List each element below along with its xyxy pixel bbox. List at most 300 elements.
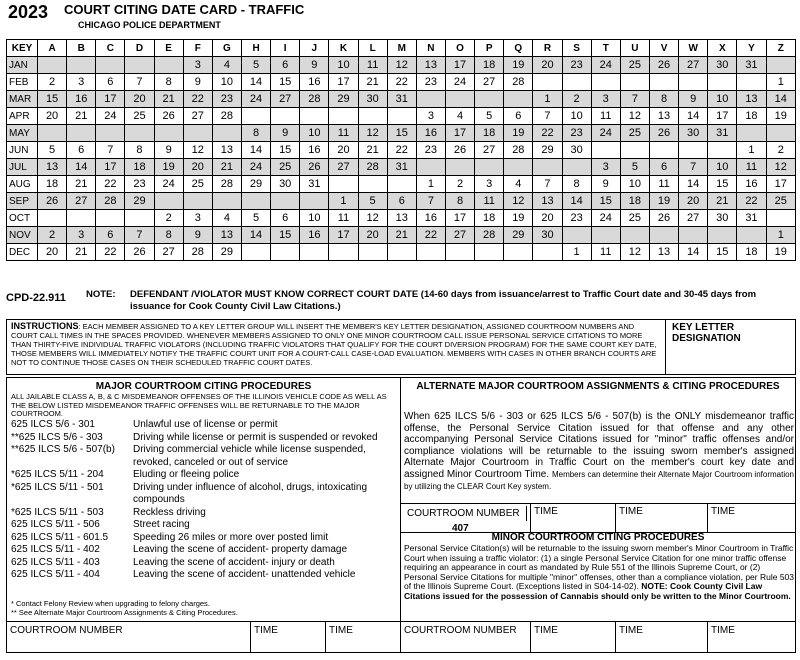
key-letter-header: S (562, 40, 591, 57)
court-date-cell (416, 91, 445, 108)
court-date-cell: 11 (591, 108, 620, 125)
court-date-cell: 5 (358, 193, 387, 210)
court-date-cell: 22 (96, 244, 125, 261)
court-date-cell (766, 210, 795, 227)
court-date-cell: 27 (475, 74, 504, 91)
court-date-cell: 6 (271, 57, 300, 74)
court-date-cell: 25 (620, 125, 649, 142)
calendar-header-row (7, 40, 796, 57)
major-heading: MAJOR COURTROOM CITING PROCEDURES (95, 381, 312, 392)
court-date-cell: 15 (38, 91, 67, 108)
card-year: 2023 (8, 2, 49, 22)
court-date-cell: 18 (737, 108, 766, 125)
court-date-cell: 13 (38, 159, 67, 176)
court-date-cell: 28 (212, 176, 241, 193)
court-date-cell: 28 (300, 91, 329, 108)
court-date-cell: 29 (241, 176, 270, 193)
major-courtroom-number-field[interactable]: COURTROOM NUMBER (7, 622, 251, 652)
court-date-cell: 30 (271, 176, 300, 193)
court-date-cell: 16 (300, 142, 329, 159)
court-date-cell: 19 (649, 193, 678, 210)
court-date-cell: 22 (737, 193, 766, 210)
statute-code: *625 ILCS 5/11 - 503 (11, 506, 104, 518)
court-date-cell: 6 (67, 142, 96, 159)
statute-row (11, 557, 399, 570)
key-letter-header: B (67, 40, 96, 57)
court-date-cell (271, 193, 300, 210)
month-label: JAN (7, 57, 38, 74)
court-date-cell (300, 108, 329, 125)
court-date-cell: 15 (708, 176, 737, 193)
minor-time-field[interactable]: TIME (531, 622, 616, 652)
statute-row (11, 432, 399, 445)
court-date-cell (38, 210, 67, 227)
major-courtroom-fields (7, 621, 400, 652)
key-letter-header: V (649, 40, 678, 57)
court-date-cell: 29 (329, 91, 358, 108)
court-date-cell: 20 (533, 210, 562, 227)
key-column-header: KEY (7, 40, 38, 57)
month-label: MAY (7, 125, 38, 142)
court-date-cell: 30 (708, 210, 737, 227)
court-date-cell: 13 (649, 244, 678, 261)
court-date-cell: 19 (504, 125, 533, 142)
court-date-cell: 14 (679, 108, 708, 125)
court-date-cell: 13 (533, 193, 562, 210)
key-letter-designation-field[interactable] (665, 319, 796, 375)
court-date-cell: 20 (679, 193, 708, 210)
court-date-cell (562, 227, 591, 244)
court-date-cell: 17 (766, 176, 795, 193)
court-date-cell: 15 (591, 193, 620, 210)
court-date-cell: 27 (154, 244, 183, 261)
footnote: ** See Alternate Major Courtroom Assignments & Citing Procedures. (11, 608, 238, 617)
alternate-major-section (400, 377, 796, 653)
court-date-cell: 30 (358, 91, 387, 108)
court-date-cell (271, 108, 300, 125)
court-date-cell: 16 (416, 210, 445, 227)
card-title: COURT CITING DATE CARD - TRAFFIC (64, 2, 305, 17)
statute-code: 625 ILCS 5/11 - 403 (11, 556, 100, 568)
statute-list (11, 419, 399, 582)
month-label: MAR (7, 91, 38, 108)
minor-body (404, 544, 794, 602)
court-date-cell (591, 227, 620, 244)
court-date-cell: 29 (212, 244, 241, 261)
court-date-cell: 11 (737, 159, 766, 176)
minor-time-field[interactable]: TIME (616, 622, 708, 652)
court-date-cell (708, 227, 737, 244)
month-label: SEP (7, 193, 38, 210)
court-date-cell: 3 (183, 57, 212, 74)
court-date-cell: 10 (329, 57, 358, 74)
court-date-cell: 7 (416, 193, 445, 210)
court-date-cell: 5 (38, 142, 67, 159)
court-date-cell: 17 (445, 210, 474, 227)
court-date-cell (183, 125, 212, 142)
court-date-cell: 13 (737, 91, 766, 108)
court-date-cell: 1 (416, 176, 445, 193)
court-date-cell (649, 142, 678, 159)
court-date-cell (38, 125, 67, 142)
court-date-cell: 25 (183, 176, 212, 193)
court-date-cell: 2 (38, 227, 67, 244)
court-date-cell (562, 74, 591, 91)
court-date-cell: 3 (416, 108, 445, 125)
key-letter-header: P (475, 40, 504, 57)
court-date-cell (241, 193, 270, 210)
court-date-cell: 24 (591, 125, 620, 142)
instructions-label: INSTRUCTIONS (11, 321, 79, 331)
minor-time-field[interactable]: TIME (711, 625, 735, 636)
court-date-cell: 7 (125, 227, 154, 244)
court-date-cell (154, 125, 183, 142)
court-date-cell: 1 (562, 244, 591, 261)
statute-row (11, 507, 399, 520)
court-date-cell: 27 (679, 57, 708, 74)
statute-description: Eluding or fleeing police (133, 469, 240, 480)
minor-body-note: NOTE: Cook County Civil Law Citations issued for the possession of Cannabis should only be written to the Minor Courtroom. (404, 581, 791, 601)
court-date-cell: 11 (358, 57, 387, 74)
court-date-cell: 1 (329, 193, 358, 210)
court-date-cell: 18 (475, 125, 504, 142)
court-date-cell: 14 (679, 176, 708, 193)
month-row (7, 125, 796, 142)
court-date-cell: 2 (562, 91, 591, 108)
statute-row (11, 544, 399, 557)
court-date-cell: 27 (183, 108, 212, 125)
court-date-cell (38, 57, 67, 74)
key-letter-header: E (154, 40, 183, 57)
court-date-cell: 27 (475, 142, 504, 159)
court-date-cell (416, 244, 445, 261)
court-date-cell: 22 (416, 227, 445, 244)
court-date-cell (241, 108, 270, 125)
court-date-cell (300, 244, 329, 261)
court-date-cell: 20 (125, 91, 154, 108)
key-letter-header: R (533, 40, 562, 57)
court-date-cell: 25 (620, 57, 649, 74)
court-date-cell: 20 (38, 108, 67, 125)
court-date-cell (125, 210, 154, 227)
key-letter-header: U (620, 40, 649, 57)
court-date-cell: 19 (504, 210, 533, 227)
major-intro: ALL JAILABLE CLASS A, B, & C MISDEMEANOR OFFENSES OF THE ILLINOIS VEHICLE CODE AS WELL AS THE BELOW LISTED MISDEMEANOR TRAFFIC OFFENSES WILL BE RETURNABLE TO THE MAJOR COURTROOM. (11, 392, 387, 418)
court-date-cell (737, 74, 766, 91)
court-date-cell (649, 74, 678, 91)
statute-row (11, 419, 399, 432)
court-date-cell: 10 (708, 159, 737, 176)
court-date-cell (125, 125, 154, 142)
key-letter-header: W (679, 40, 708, 57)
alternate-time-field[interactable]: TIME (616, 504, 708, 532)
key-letter-header: I (271, 40, 300, 57)
court-date-cell: 18 (38, 176, 67, 193)
key-letter-header: G (212, 40, 241, 57)
month-label: JUL (7, 159, 38, 176)
court-date-cell (416, 159, 445, 176)
court-date-cell: 30 (679, 125, 708, 142)
court-date-cell: 24 (241, 91, 270, 108)
court-date-cell: 13 (387, 210, 416, 227)
minor-courtroom-number-field[interactable]: COURTROOM NUMBER (401, 622, 531, 652)
court-date-cell: 21 (67, 176, 96, 193)
major-time-field[interactable]: TIME (329, 625, 353, 636)
court-date-cell: 15 (271, 74, 300, 91)
statute-description: Reckless driving (133, 506, 206, 518)
court-date-cell: 23 (125, 176, 154, 193)
court-date-cell: 31 (387, 91, 416, 108)
court-date-cell: 24 (591, 210, 620, 227)
court-date-cell (329, 176, 358, 193)
court-date-cell: 17 (329, 74, 358, 91)
month-label: APR (7, 108, 38, 125)
court-date-cell (96, 125, 125, 142)
court-date-cell: 25 (271, 159, 300, 176)
court-date-cell: 4 (445, 108, 474, 125)
instructions-text: : EACH MEMBER ASSIGNED TO A KEY LETTER GROUP WILL INSERT THE MEMBER'S KEY LETTER DESIGNATION, ASSIGNED COURTROOM NUMBERS AND COURT CALL TIMES IN THE SPACES PROVIDED. WHENEVER MEMBERS ASSIGNED TO ONLY ONE MINOR COURTROOM CALL ISSUE PERSONAL SERVICE CITATIONS TO MORE THAN THIRTY-FIVE INDIVIDUAL TRAFFIC VIOLATORS (INCLUDING TRAFFIC VIOLATORS THAT QUALIFY FOR THE COURT DIVERSION PROGRAM) FOR THE SAME COURT KEY DATE, THOSE MEMBERS WILL IMMEDIATELY NOTIFY THE TRAFFIC COURT UNIT FOR A COURT-CALL CASE-LOAD EVALUATION. MEMBERS WITH CASES IN OTHER BRANCH COURTS ARE NOT TO CONTINUE THOSE CASES ON THEIR SCHEDULED TRAFFIC COURT DATES. (11, 322, 657, 367)
court-date-cell: 17 (708, 108, 737, 125)
court-date-cell: 28 (358, 159, 387, 176)
statute-description: Leaving the scene of accident- unattended vehicle (133, 569, 356, 580)
court-date-cell: 3 (67, 74, 96, 91)
month-label: JUN (7, 142, 38, 159)
court-date-cell (125, 57, 154, 74)
month-label: AUG (7, 176, 38, 193)
court-date-cell: 8 (154, 227, 183, 244)
court-date-cell: 2 (766, 142, 795, 159)
court-date-cell (708, 74, 737, 91)
court-date-cell: 27 (271, 91, 300, 108)
alternate-body-small: Members can determine their Alternate Major Courtroom information by utilizing the CLEAR Court Key system. (404, 469, 795, 491)
statute-code: 625 ILCS 5/11 - 404 (11, 569, 100, 580)
minor-heading: MINOR COURTROOM CITING PROCEDURES (491, 532, 705, 543)
court-date-cell (591, 74, 620, 91)
court-date-cell (533, 244, 562, 261)
major-time-field[interactable]: TIME (251, 622, 326, 652)
court-date-cell: 8 (445, 193, 474, 210)
court-date-cell (67, 57, 96, 74)
court-date-cell: 17 (96, 159, 125, 176)
statute-code: 625 ILCS 5/11 - 402 (11, 544, 100, 555)
court-date-cell: 24 (241, 159, 270, 176)
court-date-cell: 8 (649, 91, 678, 108)
court-date-cell: 29 (533, 142, 562, 159)
court-date-cell (358, 176, 387, 193)
court-date-cell: 31 (737, 210, 766, 227)
court-date-cell: 26 (649, 125, 678, 142)
key-letter-header: F (183, 40, 212, 57)
court-date-cell: 31 (737, 57, 766, 74)
court-date-cell: 29 (504, 227, 533, 244)
month-label: DEC (7, 244, 38, 261)
court-date-cell: 23 (562, 210, 591, 227)
footnote: * Contact Felony Review when upgrading to felony charges. (11, 599, 210, 608)
court-date-cell (562, 159, 591, 176)
court-date-cell (679, 74, 708, 91)
month-row (7, 159, 796, 176)
court-date-cell: 24 (445, 74, 474, 91)
court-date-cell (445, 91, 474, 108)
court-date-cell: 3 (591, 159, 620, 176)
court-date-cell: 9 (271, 125, 300, 142)
alternate-time-field[interactable]: TIME (531, 504, 616, 532)
statute-description: Unlawful use of license or permit (133, 419, 278, 430)
court-date-cell: 18 (475, 210, 504, 227)
court-date-cell: 16 (300, 74, 329, 91)
alternate-courtroom-number-field[interactable] (401, 504, 531, 532)
court-date-cell: 1 (766, 227, 795, 244)
court-date-cell: 21 (708, 193, 737, 210)
court-date-cell: 20 (533, 57, 562, 74)
court-date-cell (154, 57, 183, 74)
court-date-cell: 26 (125, 244, 154, 261)
court-date-cell: 23 (416, 142, 445, 159)
key-letter-header: D (125, 40, 154, 57)
court-date-cell: 20 (329, 142, 358, 159)
court-date-cell: 14 (562, 193, 591, 210)
court-date-cell (96, 210, 125, 227)
court-date-cell: 9 (679, 91, 708, 108)
court-date-cell: 12 (620, 108, 649, 125)
court-date-cell: 6 (387, 193, 416, 210)
court-date-cell (620, 142, 649, 159)
key-letter-header: Y (737, 40, 766, 57)
court-date-cell: 16 (300, 227, 329, 244)
court-date-cell: 5 (241, 210, 270, 227)
court-date-cell: 27 (67, 193, 96, 210)
court-date-cell: 26 (445, 142, 474, 159)
court-date-cell: 11 (591, 244, 620, 261)
court-date-cell: 15 (271, 227, 300, 244)
statute-row (11, 569, 399, 582)
court-date-cell (679, 142, 708, 159)
statute-row (11, 444, 399, 469)
court-date-cell: 21 (212, 159, 241, 176)
court-date-cell (766, 57, 795, 74)
court-date-cell (533, 159, 562, 176)
court-date-cell: 26 (300, 159, 329, 176)
month-row (7, 91, 796, 108)
statute-description: Street racing (133, 519, 190, 530)
court-date-cell (737, 125, 766, 142)
court-date-cell: 10 (300, 125, 329, 142)
court-date-cell: 25 (766, 193, 795, 210)
court-date-cell: 28 (183, 244, 212, 261)
court-date-cell (620, 227, 649, 244)
statute-row (11, 519, 399, 532)
court-date-cell (504, 244, 533, 261)
minor-body-text: Personal Service Citation(s) will be returnable to the issuing sworn member's Minor Courtroom in Traffic Court when issuing a traffic violator: (1) a single Personal Service Citation for one minor traffic offense requiring an appearance in court as mandated by Rule 551 of the Illinois Supreme Court, or (2) Personal Service Citations for multiple "minor" offenses, other than a compliance violation, per Rule 503 of the Illinois Supreme Court. (Exceptions listed in S04-14-02). (404, 543, 794, 592)
court-date-cell: 12 (766, 159, 795, 176)
court-date-cell: 1 (533, 91, 562, 108)
court-date-cell: 6 (271, 210, 300, 227)
court-date-cell: 16 (416, 125, 445, 142)
court-date-cell: 2 (445, 176, 474, 193)
court-date-cell (387, 108, 416, 125)
court-date-cell: 19 (154, 159, 183, 176)
court-date-cell: 6 (96, 227, 125, 244)
court-date-cell: 12 (387, 57, 416, 74)
court-date-cell (445, 159, 474, 176)
court-date-cell: 14 (241, 142, 270, 159)
month-row (7, 210, 796, 227)
court-date-cell (154, 193, 183, 210)
statute-code: **625 ILCS 5/6 - 303 (11, 431, 103, 443)
court-date-cell: 23 (212, 91, 241, 108)
court-date-cell: 31 (300, 176, 329, 193)
court-date-cell (475, 159, 504, 176)
court-date-cell: 11 (329, 210, 358, 227)
department-name: CHICAGO POLICE DEPARTMENT (78, 20, 221, 30)
month-row (7, 176, 796, 193)
statute-code: 625 ILCS 5/6 - 301 (11, 419, 95, 430)
court-date-cell (387, 244, 416, 261)
major-footnotes (11, 599, 238, 617)
court-date-cell: 6 (504, 108, 533, 125)
court-date-cell (533, 74, 562, 91)
court-date-cell: 6 (649, 159, 678, 176)
court-date-cell (475, 244, 504, 261)
court-date-cell (591, 142, 620, 159)
statute-description: Leaving the scene of accident- injury or death (133, 556, 335, 568)
court-date-cell (737, 227, 766, 244)
statute-description: Speeding 26 miles or more over posted limit (133, 531, 329, 543)
month-label: FEB (7, 74, 38, 91)
court-date-cell: 4 (212, 57, 241, 74)
major-courtroom-section (6, 377, 401, 653)
month-row (7, 57, 796, 74)
court-date-cell: 28 (475, 227, 504, 244)
key-letter-header: Q (504, 40, 533, 57)
court-date-cell (766, 125, 795, 142)
key-letter-header: C (96, 40, 125, 57)
courtroom-number-value: 407 (452, 523, 469, 534)
court-date-cell: 10 (212, 74, 241, 91)
month-row (7, 193, 796, 210)
court-date-cell: 10 (300, 210, 329, 227)
statute-code: *625 ILCS 5/11 - 501 (11, 481, 104, 493)
statute-code: 625 ILCS 5/11 - 601.5 (11, 531, 109, 543)
court-date-cell (387, 176, 416, 193)
court-date-cell: 25 (125, 108, 154, 125)
court-date-cell: 14 (241, 227, 270, 244)
court-date-cell: 10 (708, 91, 737, 108)
month-row (7, 142, 796, 159)
court-date-cell: 21 (358, 74, 387, 91)
court-date-cell: 8 (241, 125, 270, 142)
court-date-cell: 13 (649, 108, 678, 125)
court-date-cell: 22 (96, 176, 125, 193)
month-label: NOV (7, 227, 38, 244)
court-date-cell: 17 (96, 91, 125, 108)
court-date-cell (358, 108, 387, 125)
key-letter-header: J (300, 40, 329, 57)
court-date-cell (708, 142, 737, 159)
court-date-cell: 25 (620, 210, 649, 227)
court-date-cell: 9 (154, 142, 183, 159)
instructions-box (6, 319, 666, 375)
court-date-cell: 9 (183, 227, 212, 244)
court-date-cell: 10 (562, 108, 591, 125)
court-date-cell: 19 (766, 244, 795, 261)
statute-description: Driving while license or permit is suspended or revoked (133, 431, 378, 443)
alternate-time-field[interactable]: TIME (711, 506, 735, 517)
court-date-cell: 22 (387, 74, 416, 91)
court-date-cell (183, 193, 212, 210)
court-date-cell: 12 (620, 244, 649, 261)
court-date-cell (212, 125, 241, 142)
